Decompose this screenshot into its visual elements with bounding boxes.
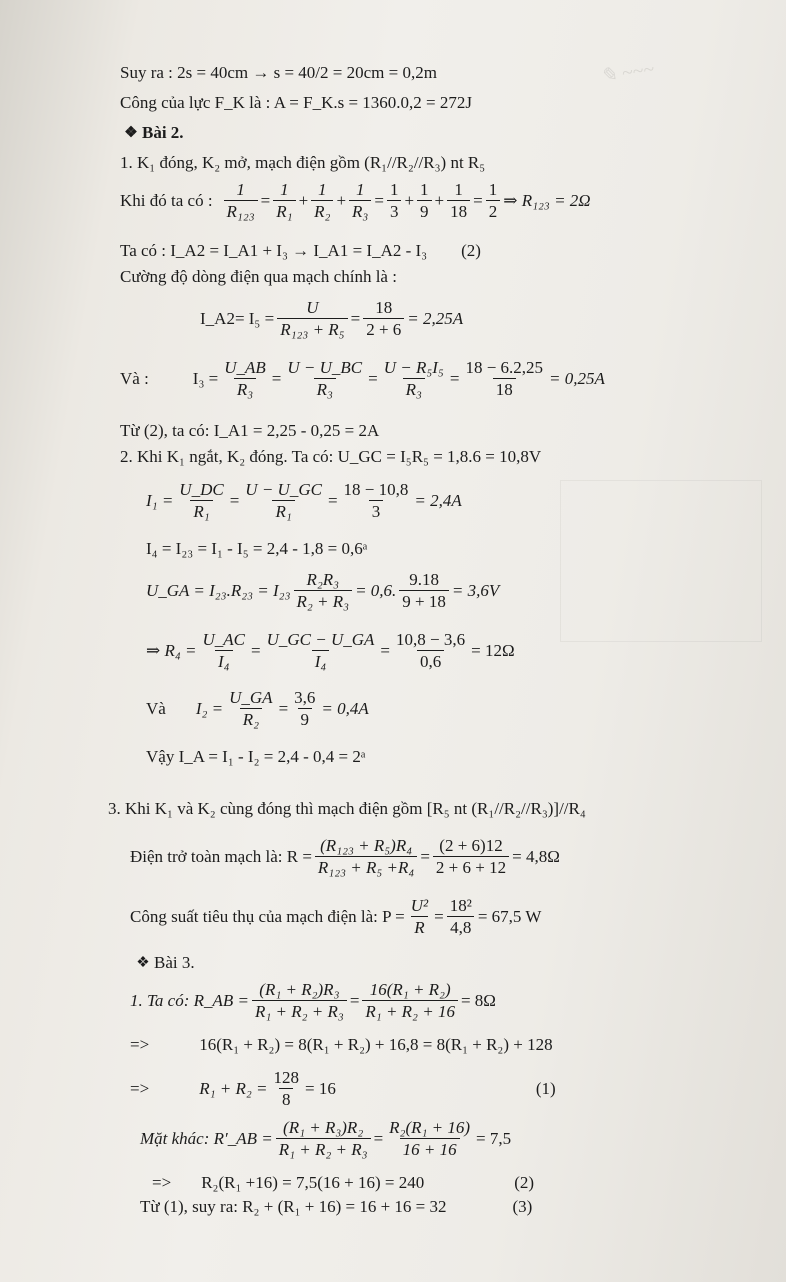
- denominator: R₁: [190, 500, 212, 521]
- numerator: R₂(R₁ + 16): [389, 1118, 471, 1137]
- equation-text: Ta có : I_A2 = I_A1 + I₃ → I_A1 = I_A2 - I₃: [120, 241, 428, 260]
- equation-result: = 16: [304, 1078, 336, 1098]
- denominator: 18: [447, 200, 470, 221]
- denominator: 3: [369, 500, 384, 521]
- fraction: [417, 180, 432, 221]
- denominator: R₃: [349, 200, 371, 221]
- numerator: U²: [410, 896, 429, 915]
- equation-result: = 67,5 W: [477, 906, 542, 926]
- operator: +: [336, 190, 347, 210]
- fraction: [386, 1118, 473, 1159]
- denominator: R₁₂₃ + R₅ +R₄: [315, 856, 417, 877]
- numerator: 18²: [449, 896, 472, 915]
- arrow: =>: [152, 1173, 172, 1192]
- operator: =: [271, 368, 282, 388]
- numerator: 1: [420, 180, 429, 199]
- equation-result: ⇒ R₁₂₃ = 2Ω: [503, 190, 591, 210]
- fraction: [311, 180, 333, 221]
- denominator: R₃: [314, 378, 336, 399]
- denominator: 16 + 16: [400, 1138, 460, 1159]
- denominator: 18: [493, 378, 516, 399]
- numerator: U_AB: [224, 358, 266, 377]
- denominator: 2: [486, 200, 501, 221]
- denominator: R₃: [234, 378, 256, 399]
- numerator: 1: [454, 180, 463, 199]
- equation-line: [200, 298, 463, 339]
- equation-prefix: Khi đó ta có :: [120, 190, 213, 210]
- numerator: U_GA: [229, 688, 273, 707]
- fraction: [393, 630, 468, 671]
- operator: =: [473, 190, 483, 210]
- equation-line: [130, 896, 541, 937]
- equation-text: R₂(R₁ +16) = 7,5(16 + 16) = 240: [201, 1173, 425, 1192]
- equation-text: Từ (1), suy ra: R₂ + (R₁ + 16) = 16 + 16 = 32: [140, 1197, 447, 1216]
- denominator: R₁: [273, 200, 295, 221]
- denominator: 4,8: [447, 916, 474, 937]
- equation-prefix: Điện trở toàn mạch là: R =: [130, 846, 312, 866]
- text-line: 1. K₁ đóng, K₂ mở, mạch điện gồm (R₁//R₂//R₃) nt R₅: [120, 153, 486, 172]
- denominator: R₂ + R₃: [294, 590, 353, 611]
- equation-tag: (2): [514, 1173, 535, 1192]
- denominator: R: [411, 916, 427, 937]
- text-line: Cường độ dòng điện qua mạch chính là :: [120, 267, 397, 286]
- equation-prefix: ⇒ R₄ =: [146, 640, 197, 660]
- numerator: 1: [280, 180, 289, 199]
- operator: =: [374, 190, 384, 210]
- text-line: 2. Khi K₁ ngắt, K₂ đóng. Ta có: U_GC = I₅R₅ = 1,8.6 = 10,8V: [120, 447, 542, 466]
- operator: =: [420, 846, 430, 866]
- equation-prefix: I₂ =: [195, 698, 224, 718]
- operator: +: [434, 190, 445, 210]
- numerator: (2 + 6)12: [439, 836, 503, 855]
- equation-line: [130, 1068, 556, 1109]
- numerator: 10,8 − 3,6: [396, 630, 466, 649]
- numerator: (R₁ + R₃)R₂: [283, 1118, 364, 1137]
- operator: =: [349, 990, 360, 1010]
- numerator: U_AC: [202, 630, 246, 649]
- fraction: [176, 480, 226, 521]
- equation-result: = 12Ω: [471, 640, 515, 660]
- numerator: 18 − 6.2,25: [465, 358, 544, 377]
- equation-result: = 3,6V: [451, 580, 500, 600]
- fraction: [226, 688, 275, 729]
- diamond-bullet-icon: ❖: [124, 125, 138, 141]
- bleed-through-mark: ✎ ~~~: [598, 58, 656, 88]
- denominator: R₁ + R₂ + R₃: [276, 1138, 371, 1159]
- equation-result: = 4,8Ω: [512, 846, 560, 866]
- fraction: [200, 630, 249, 671]
- numerator: 1: [236, 180, 245, 199]
- fraction: [447, 180, 470, 221]
- text-line: [152, 1172, 534, 1194]
- numerator: (R₁₂₃ + R₅)R₄: [320, 836, 413, 855]
- section-heading: [132, 952, 195, 974]
- denominator: I₄: [215, 650, 233, 671]
- section-heading: [120, 122, 184, 144]
- equation-prefix: U_GA = I₂₃.R₂₃ = I₂₃: [146, 580, 291, 600]
- equation-prefix: Mặt khác: R′_AB =: [140, 1128, 273, 1148]
- denominator: R₁: [272, 500, 294, 521]
- denominator: 9 + 18: [399, 590, 449, 611]
- fraction: [242, 480, 325, 521]
- denominator: R₁ + R₂ + R₃: [252, 1000, 347, 1021]
- equation-prefix: R₁ + R₂ =: [199, 1078, 268, 1098]
- text-line: Công của lực F_K là : A = F_K.s = 1360.0,2 = 272J: [120, 93, 473, 112]
- denominator: R₂: [311, 200, 333, 221]
- operator: =: [251, 640, 261, 660]
- fraction: [349, 180, 371, 221]
- numerator: 18: [375, 298, 393, 317]
- fraction: [363, 298, 404, 339]
- equation-result: = 7,5: [476, 1128, 512, 1148]
- operator: =: [350, 308, 361, 328]
- operator: =: [229, 490, 240, 510]
- equation-text: 16(R₁ + R₂) = 8(R₁ + R₂) + 16,8 = 8(R₁ + R₂) + 128: [199, 1035, 553, 1054]
- equation-label: Và :: [120, 368, 149, 388]
- fraction: [252, 980, 347, 1021]
- equation-result: = 0,4A: [321, 698, 369, 718]
- fraction: [270, 1068, 302, 1109]
- equation-line: [146, 570, 499, 611]
- equation-prefix: 1. Ta có: R_AB =: [130, 990, 249, 1010]
- arrow: =>: [130, 1078, 150, 1098]
- arrow: =>: [130, 1035, 150, 1054]
- operator: =: [434, 906, 444, 926]
- fraction: [224, 180, 258, 221]
- fraction: [408, 896, 431, 937]
- numerator: (R₁ + R₂)R₃: [259, 980, 340, 999]
- operator: =: [327, 490, 338, 510]
- numerator: 128: [273, 1068, 299, 1087]
- equation-tag: (2): [461, 241, 481, 260]
- operator: +: [298, 190, 309, 210]
- numerator: R₂R₃: [306, 570, 340, 589]
- text-line: I₄ = I₂₃ = I₁ - I₅ = 2,4 - 1,8 = 0,6ᵃ: [146, 539, 368, 558]
- numerator: U − R₅I₅: [383, 358, 444, 377]
- fraction: [221, 358, 269, 399]
- equation-line: [140, 1118, 511, 1159]
- numerator: U − U_GC: [245, 480, 322, 499]
- equation-label: Và: [146, 698, 166, 718]
- numerator: U_GC − U_GA: [266, 630, 375, 649]
- fraction: [273, 180, 295, 221]
- bleed-through-diagram: [560, 480, 762, 642]
- operator: =: [380, 640, 391, 660]
- operator: =: [278, 698, 289, 718]
- denominator: 3: [387, 200, 402, 221]
- equation-line: [146, 688, 369, 729]
- denominator: 9: [298, 708, 313, 729]
- fraction: [315, 836, 417, 877]
- equation-result: = 2,4A: [414, 490, 462, 510]
- section-title: Bài 3.: [154, 953, 195, 972]
- denominator: R₂: [240, 708, 262, 729]
- numerator: U_DC: [179, 480, 224, 499]
- numerator: U − U_BC: [287, 358, 363, 377]
- fraction: [284, 358, 365, 399]
- denominator: R₁₂₃: [224, 200, 258, 221]
- fraction: [447, 896, 475, 937]
- numerator: 1: [488, 180, 498, 199]
- denominator: R₁ + R₂ + 16: [362, 1000, 458, 1021]
- operator: =: [260, 190, 271, 210]
- equation-result: = 0,25A: [549, 368, 605, 388]
- numerator: 9.18: [409, 570, 439, 589]
- text-line: 3. Khi K₁ và K₂ cùng đóng thì mạch điện gồm [R₅ nt (R₁//R₂//R₃)]//R₄: [108, 799, 586, 818]
- operator: =: [373, 1128, 384, 1148]
- text-line: [120, 240, 481, 262]
- equation-prefix: Công suất tiêu thụ của mạch điện là: P =: [130, 906, 405, 926]
- equation-result: = 8Ω: [460, 990, 496, 1010]
- equation-line: [146, 630, 515, 671]
- denominator: 8: [279, 1088, 294, 1109]
- equation-prefix: I₁ =: [146, 490, 174, 510]
- denominator: 9: [417, 200, 432, 221]
- equation-line: [130, 836, 560, 877]
- fraction: [291, 688, 318, 729]
- text-line: [140, 1196, 532, 1218]
- denominator: R₃: [403, 378, 425, 399]
- numerator: U: [306, 298, 319, 317]
- fraction: [381, 358, 447, 399]
- numerator: 18 − 10,8: [343, 480, 409, 499]
- equation-line: [130, 980, 496, 1021]
- fraction: [362, 980, 458, 1021]
- numerator: 1: [318, 180, 327, 199]
- operator: =: [368, 368, 378, 388]
- fraction: [264, 630, 378, 671]
- denominator: I₄: [312, 650, 330, 671]
- equation-prefix: I₃ =: [192, 368, 219, 388]
- text-line: Vậy I_A = I₁ - I₂ = 2,4 - 0,4 = 2ᵃ: [146, 747, 366, 766]
- diamond-bullet-icon: ❖: [136, 955, 150, 971]
- denominator: 0,6: [417, 650, 444, 671]
- fraction: [277, 298, 347, 339]
- fraction: [276, 1118, 371, 1159]
- fraction: [486, 180, 501, 221]
- fraction: [294, 570, 353, 611]
- equation-tag: (3): [512, 1197, 533, 1216]
- fraction: [399, 570, 449, 611]
- equation-result: = 2,25A: [407, 308, 464, 328]
- text-line: [130, 1034, 553, 1056]
- equation-line: [120, 358, 605, 399]
- equation-tag: (1): [535, 1078, 556, 1098]
- denominator: 2 + 6: [363, 318, 404, 339]
- fraction: [433, 836, 509, 877]
- denominator: R₁₂₃ + R₅: [277, 318, 347, 339]
- numerator: 1: [389, 180, 399, 199]
- equation-middle: = 0,6.: [355, 580, 397, 600]
- numerator: 1: [355, 180, 365, 199]
- fraction: [341, 480, 412, 521]
- fraction: [462, 358, 546, 399]
- equation-line: [146, 480, 462, 521]
- equation-line: [120, 180, 591, 221]
- fraction: [387, 180, 402, 221]
- operator: +: [404, 190, 415, 210]
- equation-prefix: I_A2= I₅ =: [200, 308, 275, 328]
- text-line: Suy ra : 2s = 40cm → s = 40/2 = 20cm = 0,2m: [120, 63, 437, 82]
- denominator: 2 + 6 + 12: [433, 856, 509, 877]
- text-line: Từ (2), ta có: I_A1 = 2,25 - 0,25 = 2A: [120, 421, 380, 440]
- numerator: 3,6: [294, 688, 316, 707]
- operator: =: [449, 368, 460, 388]
- numerator: 16(R₁ + R₂): [369, 980, 451, 999]
- section-title: Bài 2.: [142, 123, 184, 142]
